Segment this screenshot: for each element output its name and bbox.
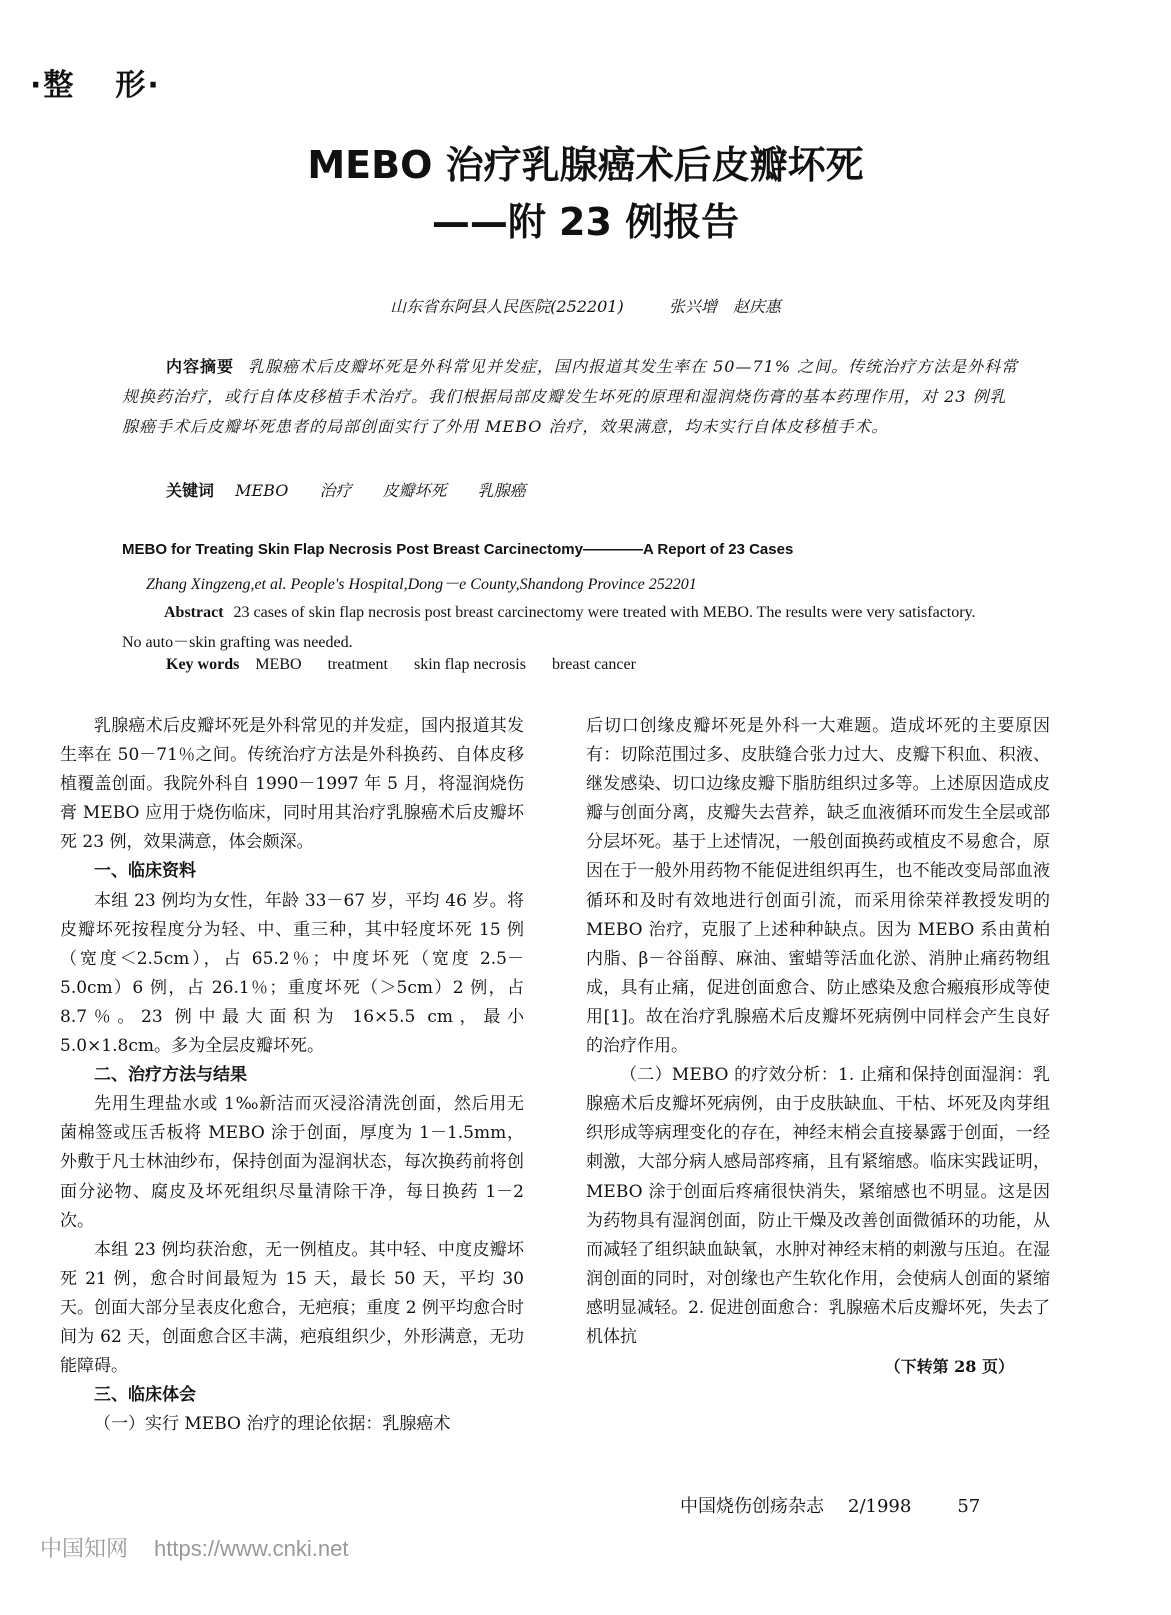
chinese-abstract-label: 内容摘要 (166, 357, 235, 376)
chinese-abstract (122, 352, 1022, 442)
english-abstract-text: 23 cases of skin flap necrosis post breast carcinectomy were treated with MEBO. The results were very satisfactory. No auto－skin grafting was needed. (122, 604, 976, 651)
institution: 山东省东阿县人民医院(252201) (390, 297, 624, 316)
issue-number: 2/1998 (848, 1496, 912, 1517)
english-keywords-label: Key words (166, 656, 240, 673)
body-paragraph: 先用生理盐水或 1‰新洁而灭浸浴清洗创面，然后用无菌棉签或压舌板将 MEBO 涂于创面，厚度为 1－1.5mm，外敷于凡士林油纱布，保持创面为湿润状态，每次换药前将创面分泌物、腐皮及坏死组织尽量清除干净，每日换药 1－2 次。 (60, 1094, 524, 1231)
chinese-abstract-text: 乳腺癌术后皮瓣坏死是外科常见并发症，国内报道其发生率在 50—71% 之间。传统治疗方法是外科常规换药治疗，或行自体皮移植手术治疗。我们根据局部皮瓣发生坏死的原理和湿润烧伤膏的基本药理作用，对 23 例乳腺癌手术后皮瓣坏死患者的局部创面实行了外用 MEBO 治疗，效果满意，均未实行自体皮移植手术。 (122, 357, 1019, 436)
page-footer (680, 1492, 980, 1518)
english-keyword: breast cancer (551, 656, 636, 673)
body-paragraph: （一）实行 MEBO 治疗的理论依据：乳腺癌术 (94, 1414, 451, 1435)
english-authors: Zhang Xingzeng,et al. People's Hospital,Dong－e County,Shandong Province 252201 (146, 576, 697, 593)
article-subtitle: ——附 23 例报告 (431, 200, 740, 244)
body-paragraph: 后切口创缘皮瓣坏死是外科一大难题。造成坏死的主要原因有：切除范围过多、皮肤缝合张力过大、皮瓣下积血、积液、继发感染、切口边缘皮瓣下脂肪组织过多等。上述原因造成皮瓣与创面分离，皮瓣失去营养，缺乏血液循环而发生全层或部分层坏死。基于上述情况，一般创面换药或植皮不易愈合，原因在于一般外用药物不能促进组织再生，也不能改变局部血液循环和及时有效地进行创面引流，而采用徐荣祥教授发明的 MEBO 治疗，克服了上述种种缺点。因为 MEBO 系由黄柏内脂、β－谷甾醇、麻油、蜜蜡等活血化淤、消肿止痛药物组成，具有止痛，促进创面愈合、防止感染及愈合瘢痕形成等使用[1]。故在治疗乳腺癌术后皮瓣坏死病例中同样会产生良好的治疗作用。 (586, 716, 1050, 1057)
journal-name: 中国烧伤创疡杂志 (680, 1496, 824, 1517)
section-heading: 二、治疗方法与结果 (94, 1065, 247, 1086)
section-heading: 一、临床资料 (94, 861, 196, 882)
chinese-keyword: 皮瓣坏死 (382, 481, 447, 500)
chinese-keyword: 乳腺癌 (477, 481, 526, 500)
section-tag-left: ·整 (30, 68, 76, 103)
chinese-keywords (166, 478, 552, 501)
watermark-brand: 中国知网 (40, 1537, 129, 1562)
page-number: 57 (957, 1496, 981, 1517)
article-title: MEBO 治疗乳腺癌术后皮瓣坏死 (307, 143, 864, 187)
english-abstract-label: Abstract (164, 604, 224, 621)
section-heading: 三、临床体会 (94, 1385, 196, 1406)
section-tag (30, 60, 161, 104)
body-paragraph: （二）MEBO 的疗效分析：1. 止痛和保持创面湿润：乳腺癌术后皮瓣坏死病例，由于皮肤缺血、干枯、坏死及肉芽组织形成等病理变化的存在，神经末梢会直接暴露于创面，一经刺激，大部分病人感局部疼痛，且有紧缩感。临床实践证明，MEBO 涂于创面后疼痛很快消失，紧缩感也不明显。这是因为药物具有湿润创面，防止干燥及改善创面微循环的功能，从而减轻了组织缺血缺氧，水肿对神经末梢的刺激与压迫。在湿润创面的同时，对创缘也产生软化作用，会使病人创面的紧缩感明显减轻。2. 促进创面愈合：乳腺癌术后皮瓣坏死，失去了机体抗 (586, 1065, 1050, 1347)
english-title: MEBO for Treating Skin Flap Necrosis Post Breast Carcinectomy————A Report of 23 Cases (122, 541, 794, 558)
english-keyword: MEBO (255, 656, 302, 673)
cnki-watermark (40, 1532, 348, 1563)
body-paragraph: 本组 23 例均为女性，年龄 33－67 岁，平均 46 岁。将皮瓣坏死按程度分为轻、中、重三种，其中轻度坏死 15 例（宽度＜2.5cm），占 65.2％；中度坏死（宽度 2.5－5.0cm）6 例，占 26.1％；重度坏死（＞5cm）2 例，占 8.7％。23 例中最大面积为 16×5.5 cm，最小 5.0×1.8cm。多为全层皮瓣坏死。 (60, 890, 524, 1057)
section-tag-right: 形· (115, 68, 161, 103)
body-column-right (586, 712, 1050, 1381)
english-keywords (166, 656, 658, 674)
body-paragraph: 乳腺癌术后皮瓣坏死是外科常见的并发症，国内报道其发生率在 50－71％之间。传统治疗方法是外科换药、自体皮移植覆盖创面。我院外科自 1990－1997 年 5 月，将湿润烧伤膏 MEBO 应用于烧伤临床，同时用其治疗乳腺癌术后皮瓣坏死 23 例，效果满意，体会颇深。 (60, 716, 524, 853)
chinese-keyword: MEBO (235, 481, 289, 500)
affiliation (0, 294, 1171, 317)
chinese-keywords-label: 关键词 (166, 481, 215, 500)
continued-note: （下转第 28 页） (884, 1357, 1014, 1377)
english-abstract (122, 598, 992, 658)
authors: 张兴增 赵庆惠 (668, 297, 781, 316)
english-keyword: treatment (327, 656, 388, 673)
chinese-keyword: 治疗 (319, 481, 352, 500)
watermark-url: https://www.cnki.net (154, 1536, 349, 1561)
body-column-left (60, 712, 524, 1439)
english-keyword: skin flap necrosis (413, 656, 526, 673)
body-paragraph: 本组 23 例均获治愈，无一例植皮。其中轻、中度皮瓣坏死 21 例，愈合时间最短为 15 天，最长 50 天，平均 30 天。创面大部分呈表皮化愈合，无疤痕；重度 2 例平均愈合时间为 62 天，创面愈合区丰满，疤痕组织少，外形满意，无功能障碍。 (60, 1239, 524, 1377)
